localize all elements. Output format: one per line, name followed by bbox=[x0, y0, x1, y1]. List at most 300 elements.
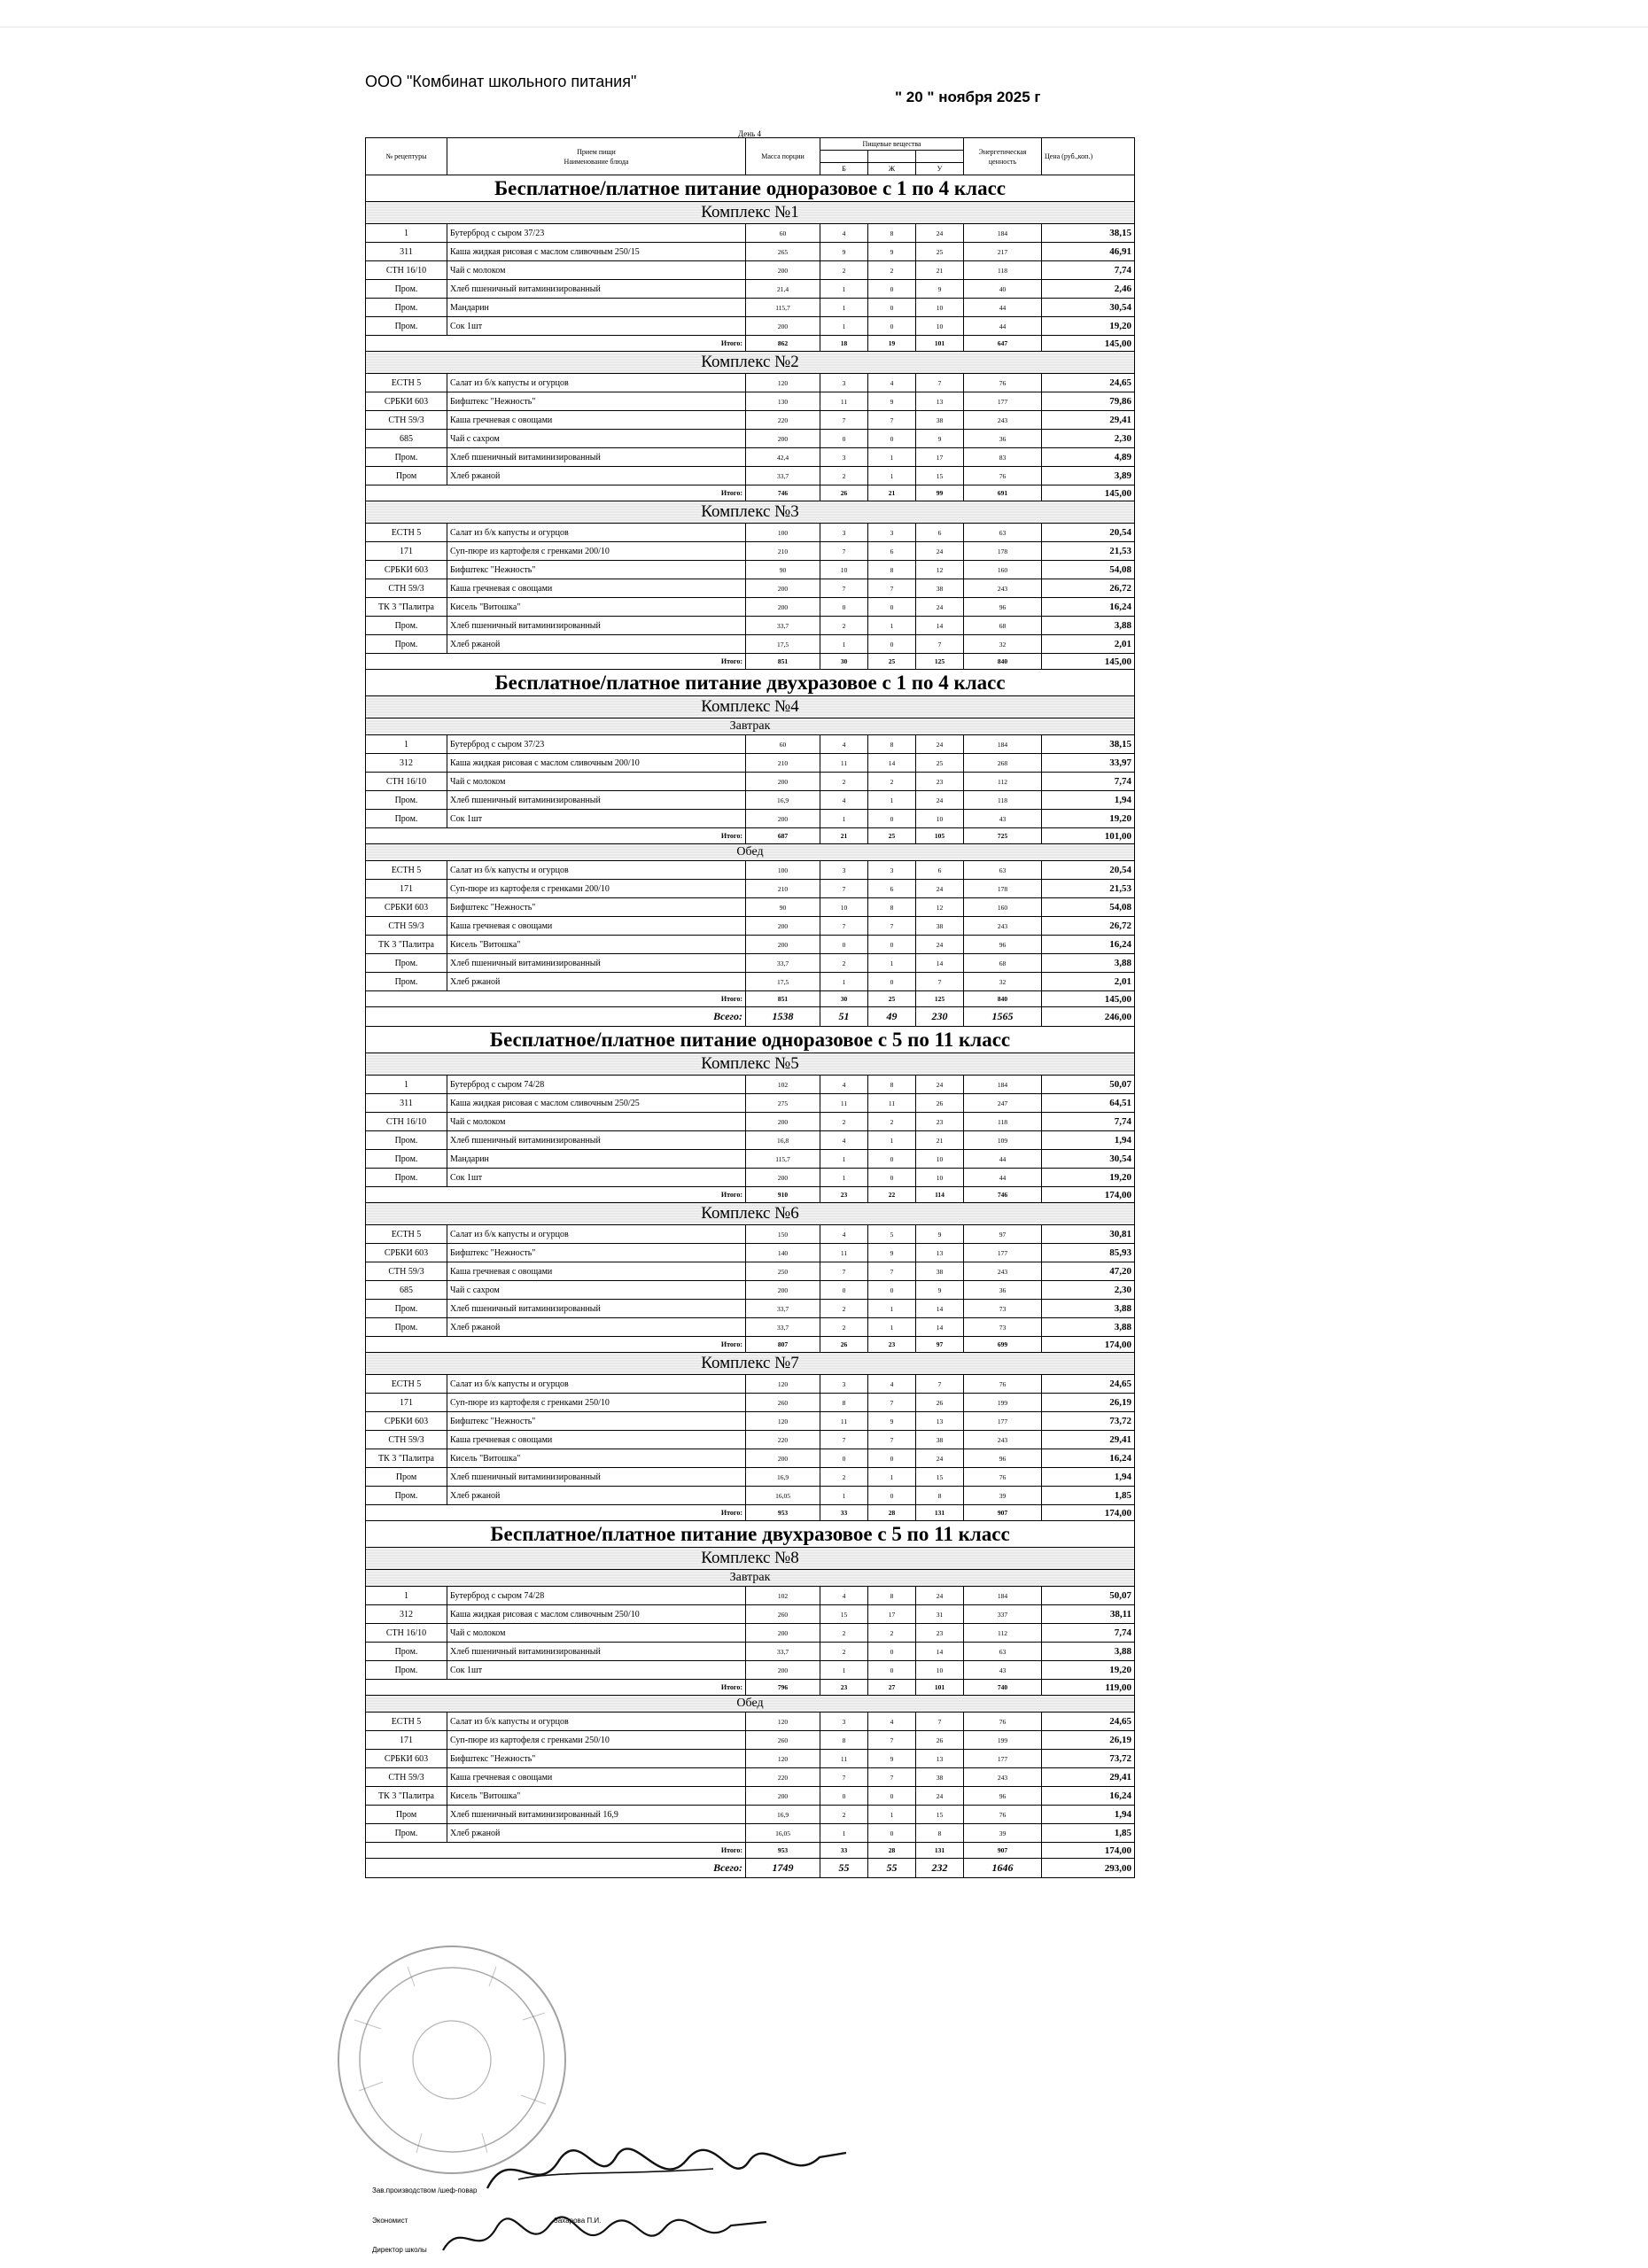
fat: 7 bbox=[868, 1431, 916, 1449]
protein: 0 bbox=[820, 936, 868, 954]
portion-mass: 200 bbox=[746, 261, 820, 280]
dish-name: Каша жидкая рисовая с маслом сливочным 250/10 bbox=[447, 1605, 746, 1624]
total-row-value: 30 bbox=[820, 654, 868, 670]
portion-mass: 100 bbox=[746, 861, 820, 880]
portion-mass: 260 bbox=[746, 1731, 820, 1750]
dish-row bbox=[366, 1076, 1135, 1094]
recipe-code: Пром. bbox=[366, 791, 447, 810]
fat: 7 bbox=[868, 917, 916, 936]
total-row-value: 691 bbox=[964, 485, 1042, 501]
dish-name: Каша жидкая рисовая с маслом сливочным 250/25 bbox=[447, 1094, 746, 1113]
price: 3,88 bbox=[1042, 954, 1135, 973]
carbs: 21 bbox=[916, 1131, 964, 1150]
recipe-code: 171 bbox=[366, 1394, 447, 1412]
protein: 4 bbox=[820, 735, 868, 754]
price: 54,08 bbox=[1042, 898, 1135, 917]
dish-name: Сок 1шт bbox=[447, 1661, 746, 1680]
recipe-code: 312 bbox=[366, 1605, 447, 1624]
fat: 1 bbox=[868, 1468, 916, 1487]
energy: 184 bbox=[964, 1076, 1042, 1094]
price: 19,20 bbox=[1042, 810, 1135, 828]
total-row-value: 907 bbox=[964, 1505, 1042, 1521]
recipe-code: 1 bbox=[366, 735, 447, 754]
recipe-code: СРБКИ 603 bbox=[366, 1750, 447, 1768]
energy: 44 bbox=[964, 1150, 1042, 1169]
total-row-value: 23 bbox=[820, 1187, 868, 1203]
grand-total-row-value: 230 bbox=[916, 1007, 964, 1027]
dish-name: Сок 1шт bbox=[447, 1169, 746, 1187]
dish-row bbox=[366, 936, 1135, 954]
dish-row bbox=[366, 1300, 1135, 1318]
carbs: 13 bbox=[916, 1750, 964, 1768]
price: 3,88 bbox=[1042, 1300, 1135, 1318]
fat: 0 bbox=[868, 280, 916, 299]
protein: 3 bbox=[820, 448, 868, 467]
portion-mass: 33,7 bbox=[746, 954, 820, 973]
dish-name: Салат из б/к капусты и огурцов bbox=[447, 1225, 746, 1244]
price: 47,20 bbox=[1042, 1262, 1135, 1281]
dish-row bbox=[366, 1587, 1135, 1605]
price: 2,01 bbox=[1042, 635, 1135, 654]
total-row-price: 101,00 bbox=[1042, 828, 1135, 844]
dish-row bbox=[366, 243, 1135, 261]
energy: 73 bbox=[964, 1300, 1042, 1318]
dish-name: Бифштекс "Нежность" bbox=[447, 1244, 746, 1262]
carbs: 38 bbox=[916, 411, 964, 430]
dish-row bbox=[366, 1394, 1135, 1412]
total-row bbox=[366, 1843, 1135, 1859]
dish-name: Чай с сахром bbox=[447, 430, 746, 448]
grand-total-row-price: 246,00 bbox=[1042, 1007, 1135, 1027]
meal-title bbox=[366, 718, 1135, 735]
energy: 83 bbox=[964, 448, 1042, 467]
portion-mass: 16,9 bbox=[746, 791, 820, 810]
dish-row bbox=[366, 1806, 1135, 1824]
fat: 1 bbox=[868, 791, 916, 810]
recipe-code: 171 bbox=[366, 1731, 447, 1750]
document-date: " 20 " ноября 2025 г bbox=[895, 89, 1041, 105]
energy: 243 bbox=[964, 411, 1042, 430]
price: 7,74 bbox=[1042, 1113, 1135, 1131]
dish-row bbox=[366, 1225, 1135, 1244]
fat: 1 bbox=[868, 467, 916, 485]
complex-title-cell: Комплекс №4 bbox=[366, 696, 1135, 718]
recipe-code: СТН 16/10 bbox=[366, 773, 447, 791]
protein: 2 bbox=[820, 467, 868, 485]
complex-title bbox=[366, 1353, 1135, 1375]
protein: 7 bbox=[820, 1768, 868, 1787]
protein: 11 bbox=[820, 754, 868, 773]
price: 54,08 bbox=[1042, 561, 1135, 579]
carbs: 24 bbox=[916, 598, 964, 617]
price: 33,97 bbox=[1042, 754, 1135, 773]
col-nutrient-spacer-b bbox=[820, 151, 868, 163]
energy: 76 bbox=[964, 1375, 1042, 1394]
dish-name: Суп-пюре из картофеля с гренками 250/10 bbox=[447, 1731, 746, 1750]
dish-row bbox=[366, 810, 1135, 828]
fat: 0 bbox=[868, 1281, 916, 1300]
carbs: 9 bbox=[916, 1225, 964, 1244]
menu-table bbox=[365, 137, 1135, 1878]
dish-name: Хлеб пшеничный витаминизированный bbox=[447, 791, 746, 810]
portion-mass: 120 bbox=[746, 1412, 820, 1431]
total-row-label: Итого: bbox=[366, 336, 746, 352]
total-row-value: 97 bbox=[916, 1337, 964, 1353]
carbs: 38 bbox=[916, 1431, 964, 1449]
price: 1,85 bbox=[1042, 1824, 1135, 1843]
recipe-code: 311 bbox=[366, 1094, 447, 1113]
total-row-value: 26 bbox=[820, 1337, 868, 1353]
dish-row bbox=[366, 1605, 1135, 1624]
fat: 0 bbox=[868, 317, 916, 336]
energy: 243 bbox=[964, 579, 1042, 598]
energy: 112 bbox=[964, 773, 1042, 791]
total-row-value: 25 bbox=[868, 991, 916, 1007]
dish-row bbox=[366, 598, 1135, 617]
total-row-value: 33 bbox=[820, 1505, 868, 1521]
dish-row bbox=[366, 754, 1135, 773]
total-row-value: 725 bbox=[964, 828, 1042, 844]
dish-row bbox=[366, 735, 1135, 754]
col-nutrient-spacer-zh bbox=[868, 151, 916, 163]
total-row-value: 27 bbox=[868, 1680, 916, 1696]
total-row-value: 19 bbox=[868, 336, 916, 352]
fat: 8 bbox=[868, 1076, 916, 1094]
grand-total-row-value: 55 bbox=[868, 1859, 916, 1878]
complex-title bbox=[366, 696, 1135, 718]
dish-row bbox=[366, 1169, 1135, 1187]
energy: 199 bbox=[964, 1394, 1042, 1412]
energy: 73 bbox=[964, 1318, 1042, 1337]
total-row bbox=[366, 654, 1135, 670]
total-row-value: 105 bbox=[916, 828, 964, 844]
dish-name: Кисель "Витошка" bbox=[447, 598, 746, 617]
carbs: 7 bbox=[916, 1713, 964, 1731]
dish-name: Хлеб ржаной bbox=[447, 1318, 746, 1337]
price: 73,72 bbox=[1042, 1412, 1135, 1431]
price: 1,94 bbox=[1042, 1131, 1135, 1150]
fat: 4 bbox=[868, 374, 916, 392]
energy: 63 bbox=[964, 861, 1042, 880]
dish-name: Каша гречневая с овощами bbox=[447, 1768, 746, 1787]
recipe-code: Пром. bbox=[366, 1318, 447, 1337]
carbs: 26 bbox=[916, 1731, 964, 1750]
total-row bbox=[366, 991, 1135, 1007]
carbs: 9 bbox=[916, 1281, 964, 1300]
protein: 2 bbox=[820, 1468, 868, 1487]
handwritten-signature-icon bbox=[483, 2135, 855, 2206]
energy: 243 bbox=[964, 1768, 1042, 1787]
price: 19,20 bbox=[1042, 317, 1135, 336]
price: 19,20 bbox=[1042, 1169, 1135, 1187]
protein: 2 bbox=[820, 1643, 868, 1661]
portion-mass: 90 bbox=[746, 561, 820, 579]
energy: 44 bbox=[964, 1169, 1042, 1187]
total-row-price: 174,00 bbox=[1042, 1843, 1135, 1859]
total-row-label: Итого: bbox=[366, 654, 746, 670]
grand-total-row-price: 293,00 bbox=[1042, 1859, 1135, 1878]
dish-row bbox=[366, 542, 1135, 561]
protein: 1 bbox=[820, 299, 868, 317]
dish-name: Чай с молоком bbox=[447, 773, 746, 791]
dish-row bbox=[366, 1824, 1135, 1843]
total-row-value: 22 bbox=[868, 1187, 916, 1203]
total-row-value: 687 bbox=[746, 828, 820, 844]
protein: 1 bbox=[820, 1150, 868, 1169]
dish-name: Хлеб пшеничный витаминизированный bbox=[447, 280, 746, 299]
meal-title-cell: Обед bbox=[366, 844, 1135, 861]
dish-name: Чай с молоком bbox=[447, 261, 746, 280]
dish-row bbox=[366, 411, 1135, 430]
fat: 8 bbox=[868, 1587, 916, 1605]
section-title bbox=[366, 175, 1135, 202]
price: 19,20 bbox=[1042, 1661, 1135, 1680]
protein: 1 bbox=[820, 1169, 868, 1187]
fat: 9 bbox=[868, 243, 916, 261]
dish-name: Чай с сахром bbox=[447, 1281, 746, 1300]
protein: 3 bbox=[820, 1713, 868, 1731]
price: 21,53 bbox=[1042, 880, 1135, 898]
portion-mass: 115,7 bbox=[746, 299, 820, 317]
total-row-label: Итого: bbox=[366, 485, 746, 501]
fat: 0 bbox=[868, 1487, 916, 1505]
carbs: 12 bbox=[916, 561, 964, 579]
portion-mass: 260 bbox=[746, 1605, 820, 1624]
recipe-code: СТН 59/3 bbox=[366, 917, 447, 936]
dish-name: Хлеб ржаной bbox=[447, 973, 746, 991]
total-row-value: 131 bbox=[916, 1505, 964, 1521]
portion-mass: 150 bbox=[746, 1225, 820, 1244]
dish-name: Кисель "Витошка" bbox=[447, 1787, 746, 1806]
energy: 337 bbox=[964, 1605, 1042, 1624]
price: 38,11 bbox=[1042, 1605, 1135, 1624]
complex-title bbox=[366, 501, 1135, 524]
carbs: 14 bbox=[916, 617, 964, 635]
carbs: 24 bbox=[916, 224, 964, 243]
price: 2,01 bbox=[1042, 973, 1135, 991]
dish-row bbox=[366, 430, 1135, 448]
portion-mass: 200 bbox=[746, 810, 820, 828]
energy: 268 bbox=[964, 754, 1042, 773]
portion-mass: 250 bbox=[746, 1262, 820, 1281]
dish-row bbox=[366, 1731, 1135, 1750]
total-row bbox=[366, 1680, 1135, 1696]
carbs: 10 bbox=[916, 299, 964, 317]
protein: 4 bbox=[820, 791, 868, 810]
fat: 11 bbox=[868, 1094, 916, 1113]
grand-total-row-value: 1749 bbox=[746, 1859, 820, 1878]
carbs: 10 bbox=[916, 1661, 964, 1680]
total-row-value: 851 bbox=[746, 991, 820, 1007]
total-row bbox=[366, 828, 1135, 844]
protein: 7 bbox=[820, 917, 868, 936]
portion-mass: 200 bbox=[746, 579, 820, 598]
carbs: 10 bbox=[916, 1150, 964, 1169]
fat: 5 bbox=[868, 1225, 916, 1244]
dish-name: Хлеб пшеничный витаминизированный bbox=[447, 1468, 746, 1487]
col-energy: Энергетическая ценность bbox=[964, 138, 1042, 175]
portion-mass: 16,05 bbox=[746, 1824, 820, 1843]
col-b: Б bbox=[820, 163, 868, 175]
carbs: 24 bbox=[916, 880, 964, 898]
fat: 6 bbox=[868, 880, 916, 898]
protein: 7 bbox=[820, 1431, 868, 1449]
carbs: 24 bbox=[916, 791, 964, 810]
recipe-code: 685 bbox=[366, 1281, 447, 1300]
price: 50,07 bbox=[1042, 1076, 1135, 1094]
fat: 2 bbox=[868, 773, 916, 791]
carbs: 24 bbox=[916, 1076, 964, 1094]
dish-row bbox=[366, 579, 1135, 598]
dish-name: Бифштекс "Нежность" bbox=[447, 898, 746, 917]
section-title-cell: Бесплатное/платное питание двухразовое с 5 по 11 класс bbox=[366, 1521, 1135, 1548]
complex-title-cell: Комплекс №2 bbox=[366, 352, 1135, 374]
complex-title bbox=[366, 202, 1135, 224]
complex-title bbox=[366, 352, 1135, 374]
recipe-code: Пром. bbox=[366, 1824, 447, 1843]
recipe-code: СТН 59/3 bbox=[366, 1431, 447, 1449]
price: 26,19 bbox=[1042, 1394, 1135, 1412]
recipe-code: 1 bbox=[366, 1587, 447, 1605]
total-row-value: 131 bbox=[916, 1843, 964, 1859]
dish-name: Бутерброд с сыром 74/28 bbox=[447, 1587, 746, 1605]
complex-title bbox=[366, 1053, 1135, 1076]
carbs: 24 bbox=[916, 735, 964, 754]
fat: 2 bbox=[868, 1113, 916, 1131]
price: 7,74 bbox=[1042, 261, 1135, 280]
grand-total-row bbox=[366, 1859, 1135, 1878]
energy: 43 bbox=[964, 810, 1042, 828]
recipe-code: Пром. bbox=[366, 317, 447, 336]
fat: 9 bbox=[868, 1244, 916, 1262]
price: 30,54 bbox=[1042, 1150, 1135, 1169]
recipe-code: СТН 59/3 bbox=[366, 1262, 447, 1281]
total-row-value: 99 bbox=[916, 485, 964, 501]
carbs: 6 bbox=[916, 524, 964, 542]
handwritten-director-signature-icon bbox=[439, 2206, 775, 2268]
energy: 76 bbox=[964, 1713, 1042, 1731]
col-nutrients: Пищевые вещества bbox=[820, 138, 964, 151]
total-row-label: Итого: bbox=[366, 828, 746, 844]
energy: 43 bbox=[964, 1661, 1042, 1680]
carbs: 7 bbox=[916, 635, 964, 654]
dish-row bbox=[366, 1487, 1135, 1505]
portion-mass: 210 bbox=[746, 880, 820, 898]
grand-total-row-value: 1646 bbox=[964, 1859, 1042, 1878]
total-row-price: 174,00 bbox=[1042, 1187, 1135, 1203]
protein: 10 bbox=[820, 561, 868, 579]
complex-title-cell: Комплекс №1 bbox=[366, 202, 1135, 224]
price: 21,53 bbox=[1042, 542, 1135, 561]
dish-row bbox=[366, 1318, 1135, 1337]
price: 64,51 bbox=[1042, 1094, 1135, 1113]
carbs: 23 bbox=[916, 773, 964, 791]
energy: 109 bbox=[964, 1131, 1042, 1150]
energy: 96 bbox=[964, 1787, 1042, 1806]
total-row-price: 145,00 bbox=[1042, 991, 1135, 1007]
total-row-value: 907 bbox=[964, 1843, 1042, 1859]
recipe-code: СТН 59/3 bbox=[366, 1768, 447, 1787]
dish-name: Хлеб пшеничный витаминизированный bbox=[447, 448, 746, 467]
energy: 243 bbox=[964, 1431, 1042, 1449]
energy: 199 bbox=[964, 1731, 1042, 1750]
fat: 0 bbox=[868, 1643, 916, 1661]
protein: 7 bbox=[820, 542, 868, 561]
menu-body bbox=[366, 175, 1135, 1878]
dish-row bbox=[366, 635, 1135, 654]
protein: 7 bbox=[820, 411, 868, 430]
total-row-value: 28 bbox=[868, 1505, 916, 1521]
price: 38,15 bbox=[1042, 735, 1135, 754]
fat: 7 bbox=[868, 1394, 916, 1412]
price: 29,41 bbox=[1042, 411, 1135, 430]
protein: 9 bbox=[820, 243, 868, 261]
fat: 8 bbox=[868, 561, 916, 579]
carbs: 10 bbox=[916, 1169, 964, 1187]
recipe-code: Пром bbox=[366, 1468, 447, 1487]
carbs: 6 bbox=[916, 861, 964, 880]
energy: 160 bbox=[964, 898, 1042, 917]
total-row-value: 25 bbox=[868, 828, 916, 844]
portion-mass: 17,5 bbox=[746, 635, 820, 654]
dish-row bbox=[366, 1375, 1135, 1394]
fat: 1 bbox=[868, 617, 916, 635]
protein: 2 bbox=[820, 1318, 868, 1337]
energy: 76 bbox=[964, 1468, 1042, 1487]
energy: 76 bbox=[964, 1806, 1042, 1824]
portion-mass: 200 bbox=[746, 1281, 820, 1300]
recipe-code: ЕСТН 5 bbox=[366, 524, 447, 542]
dish-name: Кисель "Витошка" bbox=[447, 1449, 746, 1468]
total-row-value: 862 bbox=[746, 336, 820, 352]
recipe-code: 171 bbox=[366, 880, 447, 898]
carbs: 13 bbox=[916, 392, 964, 411]
dish-row bbox=[366, 392, 1135, 411]
energy: 40 bbox=[964, 280, 1042, 299]
complex-title-cell: Комплекс №3 bbox=[366, 501, 1135, 524]
fat: 0 bbox=[868, 1449, 916, 1468]
energy: 32 bbox=[964, 635, 1042, 654]
dish-name: Бифштекс "Нежность" bbox=[447, 1412, 746, 1431]
carbs: 8 bbox=[916, 1487, 964, 1505]
carbs: 17 bbox=[916, 448, 964, 467]
fat: 0 bbox=[868, 598, 916, 617]
carbs: 24 bbox=[916, 1587, 964, 1605]
recipe-code: СРБКИ 603 bbox=[366, 898, 447, 917]
carbs: 13 bbox=[916, 1412, 964, 1431]
dish-name: Сок 1шт bbox=[447, 317, 746, 336]
grand-total-row bbox=[366, 1007, 1135, 1027]
total-row-value: 840 bbox=[964, 654, 1042, 670]
recipe-code: ЕСТН 5 bbox=[366, 861, 447, 880]
carbs: 38 bbox=[916, 579, 964, 598]
protein: 1 bbox=[820, 1824, 868, 1843]
dish-row bbox=[366, 791, 1135, 810]
complex-title-cell: Комплекс №6 bbox=[366, 1203, 1135, 1225]
grand-total-row-value: 1538 bbox=[746, 1007, 820, 1027]
dish-name: Бифштекс "Нежность" bbox=[447, 561, 746, 579]
total-row-label: Итого: bbox=[366, 1843, 746, 1859]
carbs: 24 bbox=[916, 542, 964, 561]
fat: 0 bbox=[868, 973, 916, 991]
energy: 39 bbox=[964, 1487, 1042, 1505]
total-row-label: Итого: bbox=[366, 1505, 746, 1521]
dish-row bbox=[366, 1431, 1135, 1449]
dish-name: Салат из б/к капусты и огурцов bbox=[447, 1375, 746, 1394]
energy: 184 bbox=[964, 735, 1042, 754]
protein: 7 bbox=[820, 579, 868, 598]
protein: 8 bbox=[820, 1731, 868, 1750]
